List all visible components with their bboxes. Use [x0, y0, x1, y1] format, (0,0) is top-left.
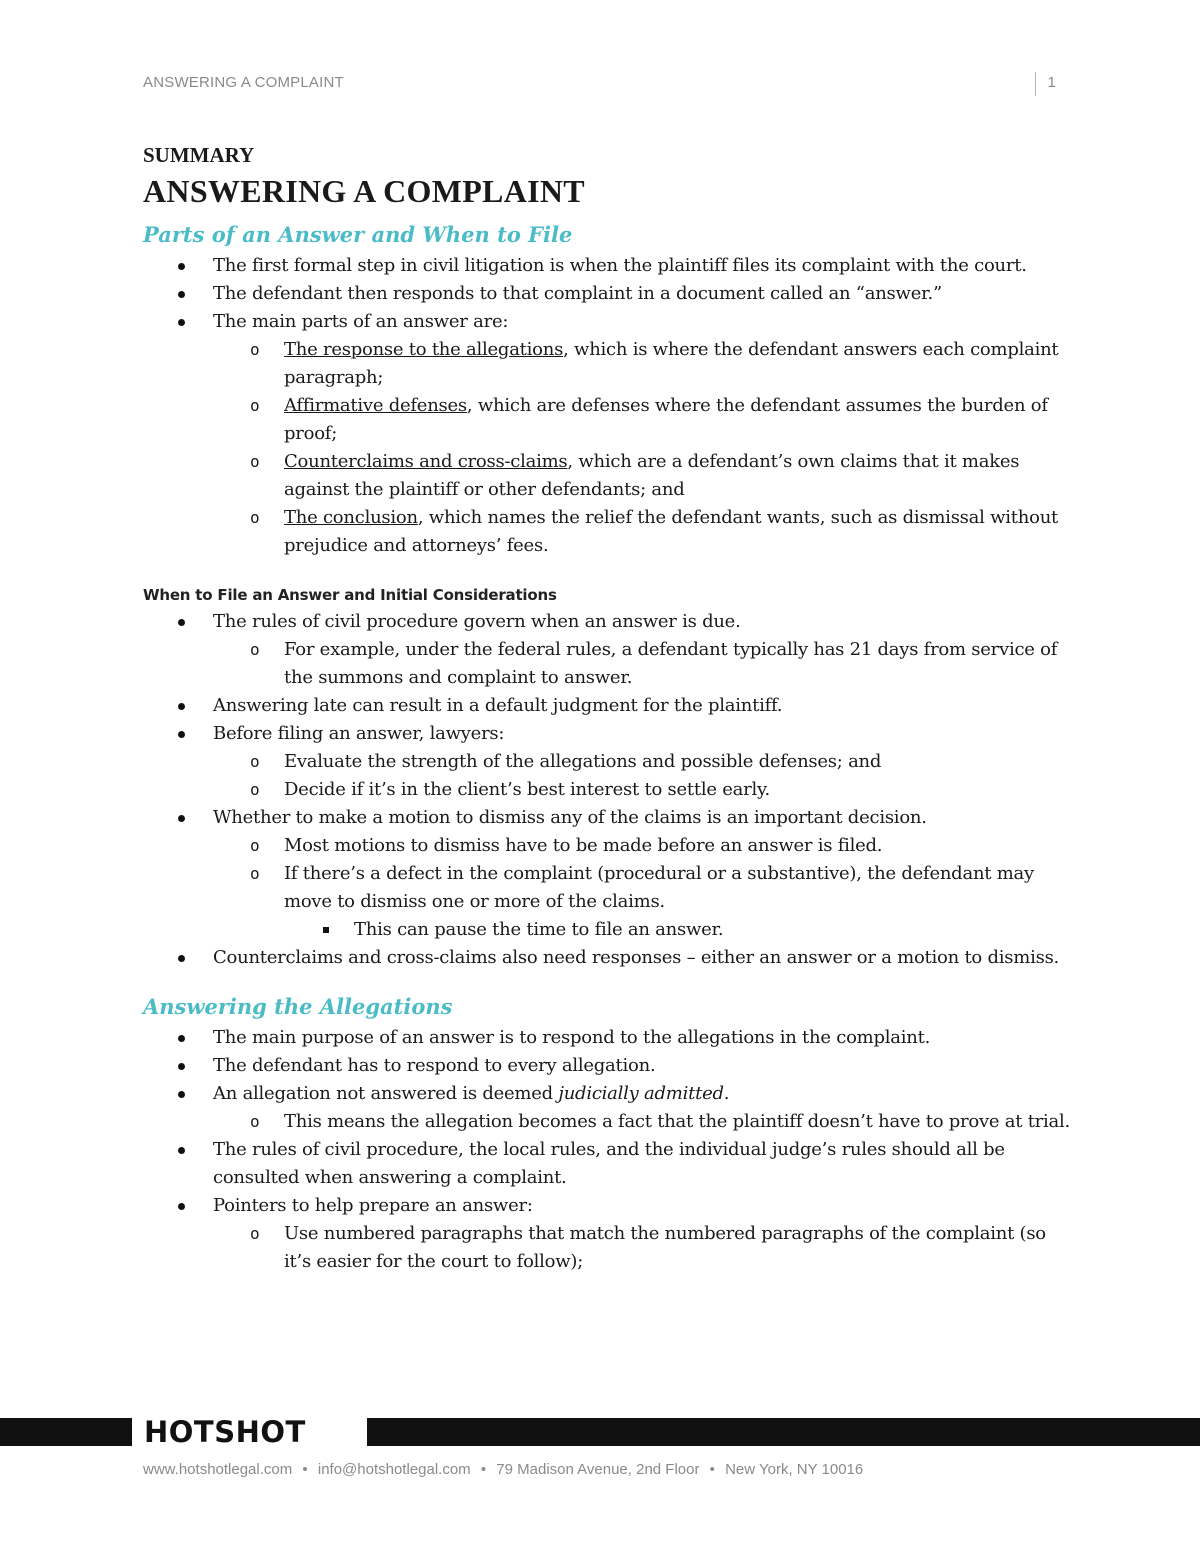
list-item: o Evaluate the strength of the allegations and possible defenses; and — [143, 748, 1073, 776]
bullet-list-allegations — [143, 1024, 1073, 1276]
footer-address: 79 Madison Avenue, 2nd Floor — [496, 1461, 700, 1478]
footer-bar-right — [367, 1418, 1200, 1446]
footer-bar-left — [0, 1418, 132, 1446]
list-item: An allegation not answered is deemed judicially admitted. — [143, 1080, 1073, 1108]
bullet-list-parts — [143, 252, 1073, 560]
bullet-separator: • — [709, 1461, 715, 1478]
list-item: Before filing an answer, lawyers: — [143, 720, 1073, 748]
footer-contact — [143, 1460, 863, 1480]
answer-part-term: Affirmative defenses — [284, 395, 467, 416]
document-title: ANSWERING A COMPLAINT — [143, 173, 585, 209]
bullet-separator: • — [302, 1461, 308, 1478]
list-item: The first formal step in civil litigation is when the plaintiff files its complaint with the court. — [143, 252, 1073, 280]
list-item: Counterclaims and cross-claims also need responses – either an answer or a motion to dismiss. — [143, 944, 1073, 972]
list-item: The defendant has to respond to every allegation. — [143, 1052, 1073, 1080]
section-heading-parts: Parts of an Answer and When to File — [143, 222, 573, 247]
hotshot-logo: HOTSHOT — [144, 1415, 306, 1449]
list-item: The main parts of an answer are: — [143, 308, 1073, 336]
list-item: o Most motions to dismiss have to be made before an answer is filed. — [143, 832, 1073, 860]
list-item: o The response to the allegations, which is where the defendant answers each complaint paragraph; — [143, 336, 1073, 392]
running-header — [143, 72, 1058, 96]
list-item: The rules of civil procedure, the local rules, and the individual judge’s rules should all be consulted when answering a complaint. — [143, 1136, 1073, 1192]
header-divider — [1035, 72, 1036, 96]
list-item: o Affirmative defenses, which are defenses where the defendant assumes the burden of proof; — [143, 392, 1073, 448]
list-item: o Decide if it’s in the client’s best interest to settle early. — [143, 776, 1073, 804]
list-item: The rules of civil procedure govern when an answer is due. — [143, 608, 1073, 636]
bullet-list-when-to-file — [143, 608, 1073, 972]
website-link[interactable]: www.hotshotlegal.com — [143, 1461, 293, 1478]
answer-part-term: The conclusion — [284, 507, 418, 528]
list-item: Pointers to help prepare an answer: — [143, 1192, 1073, 1220]
list-item: o This means the allegation becomes a fact that the plaintiff doesn’t have to prove at trial. — [143, 1108, 1073, 1136]
emphasis-term: judicially admitted — [558, 1083, 724, 1104]
list-item: Whether to make a motion to dismiss any of the claims is an important decision. — [143, 804, 1073, 832]
section-heading-allegations: Answering the Allegations — [143, 994, 453, 1019]
page-number: 1 — [1047, 74, 1056, 91]
answer-part-term: Counterclaims and cross-claims — [284, 451, 568, 472]
bullet-separator: • — [480, 1461, 487, 1478]
list-item: The main purpose of an answer is to respond to the allegations in the complaint. — [143, 1024, 1073, 1052]
list-item: o Use numbered paragraphs that match the numbered paragraphs of the complaint (so it’s easier for the court to follow); — [143, 1220, 1073, 1276]
list-item: o Counterclaims and cross-claims, which are a defendant’s own claims that it makes against the plaintiff or other defendants; and — [143, 448, 1073, 504]
list-item: Answering late can result in a default judgment for the plaintiff. — [143, 692, 1073, 720]
list-item: o For example, under the federal rules, a defendant typically has 21 days from service of the summons and complaint to answer. — [143, 636, 1073, 692]
footer-bar — [0, 1415, 1200, 1449]
document-kicker: SUMMARY — [143, 143, 255, 167]
answer-part-term: The response to the allegations — [284, 339, 564, 360]
list-item: o The conclusion, which names the relief the defendant wants, such as dismissal without prejudice and attorneys’ fees. — [143, 504, 1073, 560]
subsection-heading-when-to-file: When to File an Answer and Initial Considerations — [143, 586, 557, 604]
document-body — [143, 138, 1073, 1276]
email-link[interactable]: info@hotshotlegal.com — [317, 1461, 471, 1478]
list-item: The defendant then responds to that complaint in a document called an “answer.” — [143, 280, 1073, 308]
list-item: o If there’s a defect in the complaint (procedural or a substantive), the defendant may move to dismiss one or more of the claims. — [143, 860, 1073, 916]
header-title: ANSWERING A COMPLAINT — [143, 74, 344, 91]
footer-city: New York, NY 10016 — [725, 1461, 864, 1478]
list-item: This can pause the time to file an answer. — [143, 916, 1073, 944]
